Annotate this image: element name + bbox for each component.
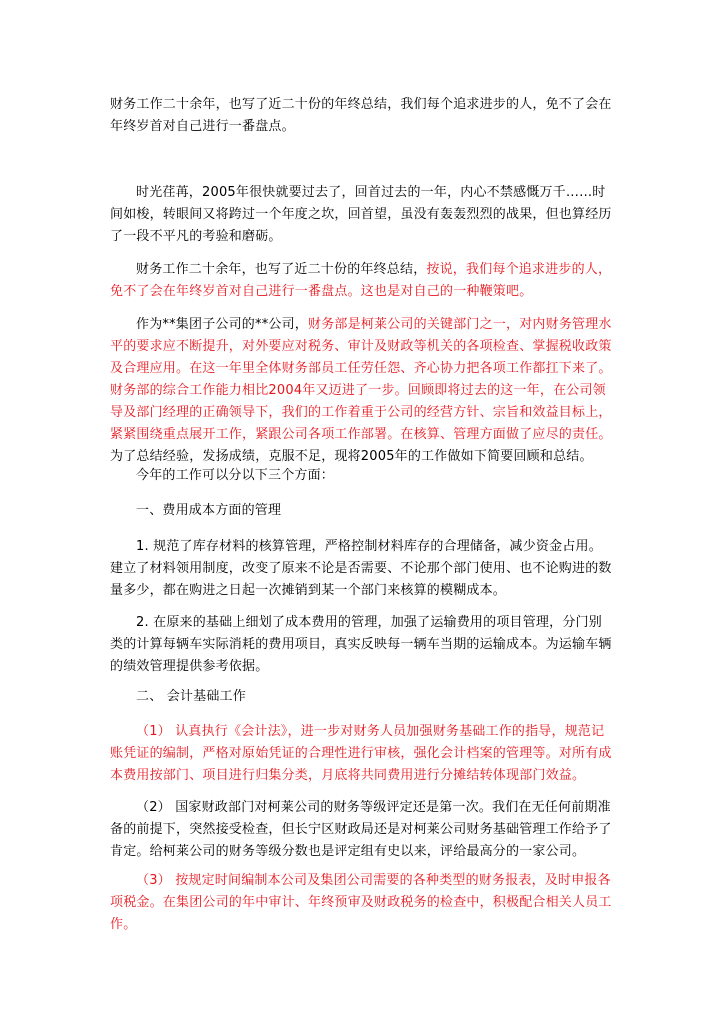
heading-accounting-basics: 二、 会计基础工作 [136,689,246,704]
paragraph-three-aspects: 今年的工作可以分以下三个方面： [136,468,335,483]
paragraph-item-2: 2. 在原来的基础上细划了成本费用的管理，加强了运输费用的项目管理，分门别类的计算每辆车实际消耗的费用项目，真实反映每一辆车当期的运输成本。为运输车辆的绩效管理提供参考依据。 [110,615,612,674]
paragraph-accounting-law: （1） 认真执行《会计法》，进一步对财务人员加强财务基础工作的指导，规范记账凭证的编制，严格对原始凭证的合理性进行审核，强化会计档案的管理等。对所有成本费用按部门、项目进行归集分类，月底将共同费用进行分摊结转体现部门效益。 [110,724,612,783]
paragraph-finance-department-black-2: 为了总结经验，发扬成绩，克服不足，现将2005年的工作做如下简要回顾和总结。 [110,449,593,464]
paragraph-item-1: 1. 规范了库存材料的核算管理，严格控制材料库存的合理储备，减少资金占用。建立了材料领用制度，改变了原来不论是否需要、不论那个部门使用、也不论购进的数量多少，都在购进之日起一次摊销到某一个部门来核算的模糊成本。 [110,539,612,598]
paragraph-twenty-years-red: 按说，我们每个追求进步的人，免不了会在年终岁首对自己进行一番盘点。这也是对自己的一种鞭策吧。 [110,262,612,299]
paragraph-finance-department-black-1: 作为**集团子公司的**公司， [136,317,309,332]
paragraph-twenty-years-black: 财务工作二十余年，也写了近二十份的年终总结， [136,262,427,277]
paragraph-financial-reports: （3） 按规定时间编制本公司及集团公司需要的各种类型的财务报表，及时申报各项税金。在集团公司的年中审计、年终预审及财政税务的检查中，积极配合相关人员工作。 [110,873,612,932]
paragraph-finance-department [110,314,615,468]
paragraph-time-passing: 时光荏苒，2005年很快就要过去了，回首过去的一年，内心不禁感慨万千……时间如梭，转眼间又将跨过一个年度之坎，回首望，虽没有轰轰烈烈的战果，但也算经历了一段不平凡的考验和磨砺。 [110,185,612,244]
paragraph-finance-rating: （2） 国家财政部门对柯莱公司的财务等级评定还是第一次。我们在无任何前期准备的前提下，突然接受检查，但长宁区财政局还是对柯莱公司财务基础管理工作给予了肯定。给柯莱公司的财务等级分数也是评定组有史以来，评给最高分的一家公司。 [110,800,612,859]
paragraph-twenty-years [110,259,615,303]
paragraph-finance-department-red: 财务部是柯莱公司的关键部门之一，对内财务管理水平的要求应不断提升，对外要应对税务、审计及财政等机关的各项检查、掌握税收政策及合理应用。在这一年里全体财务部员工任劳任怨、齐心协力把各项工作都扛下来了。财务部的综合工作能力相比2004年又迈进了一步。回顾即将过去的这一年，在公司领导及部门经理的正确领导下，我们的工作着重于公司的经营方针、宗旨和效益目标上，紧紧围绕重点展开工作，紧跟公司各项工作部署。在核算、管理方面做了应尽的责任。 [110,317,612,442]
intro-paragraph: 财务工作二十余年，也写了近二十份的年终总结，我们每个追求进步的人，免不了会在年终岁首对自己进行一番盘点。 [110,97,612,134]
heading-cost-management: 一、费用成本方面的管理 [136,503,282,518]
